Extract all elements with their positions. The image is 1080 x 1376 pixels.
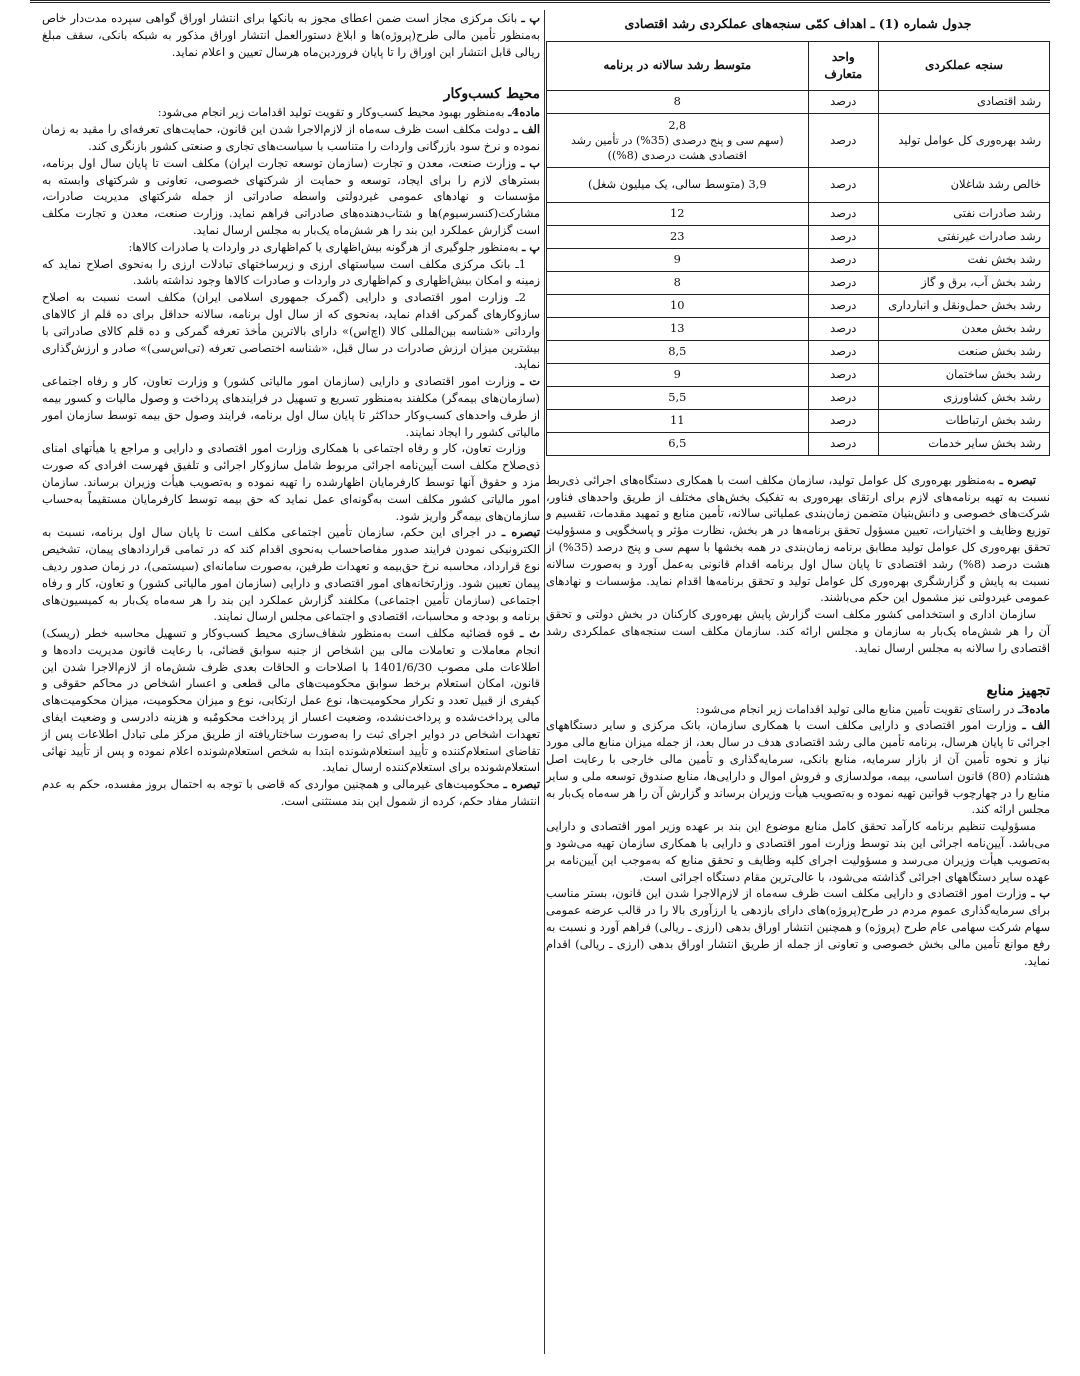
unit-cell: درصد <box>808 113 878 167</box>
table-row <box>547 294 1050 317</box>
article-label: ماده4ـ <box>508 105 540 120</box>
note-text: به‌منظور بهره‌وری کل عوامل تولید، سازمان مکلف است با همکاری دستگاه‌های اجرائی ذی‌ربط نسبت به تهیه برنامه‌های لازم برای ارتقای بهره‌وری به تفکیک بخش‌های مختلف از طریق واحدهای فناور، شرکت‌های خصوصی و دانش‌بنیان متضمن زمان‌بندی عملیاتی سالانه، تأمین منابع و تمهید مقدمات، تقسیم و توزیع وظایف و اختیارات، تعیین مسؤول تحقق برنامه‌ها در هر بخش، نظارت مؤثر و پاسخگویی و مسؤولیت تحقق بهره‌وری کل عوامل تولید مطابق برنامه زمان‌بندی در همه بخشها با سهم سی و پنج درصد (35%) از هشت درصد (8%) رشد اقتصادی تا پایان سال اول برنامه اقدام قانونی به‌عمل آورد و به‌صورت سالانه نسبت به پایش و گزارشگری بهره‌وری کل عوامل تولید و تحقق برنامه‌ها اقدام نماید. مؤسسات و نهادهای عمومی غیردولتی نیز مشمول این حکم می‌باشند. <box>546 472 1051 605</box>
article-text: در راستای تقویت تأمین منابع مالی تولید اقدامات زیر انجام می‌شود: <box>695 701 1015 716</box>
table-row <box>547 409 1050 432</box>
metric-cell: رشد اقتصادی <box>878 90 1049 113</box>
clause-paragraph <box>546 717 1050 818</box>
table-row <box>547 225 1050 248</box>
unit-cell: درصد <box>808 317 878 340</box>
value-cell: 12 <box>547 202 809 225</box>
note-paragraph <box>42 524 540 625</box>
clause-text: قوه قضائیه مکلف است به‌منظور شفاف‌سازی محیط کسب‌وکار و تسهیل محاسبه خطر (ریسک) انجام معاملات و تعاملات مالی بین اشخاص از جنبه سوابق قضائی، با رعایت قانون مدیریت داده‌ها و اطلاعات ملی مصوب 1401/6/30 با اصلاحات و الحاقات بعدی ظرف شش‌ماه از لازم‌الاجرا شدن این قانون، امکان استعلام برخط سوابق محکومیت‌های مالی قطعی و اعسار اشخاص در محاکم حقوقی و کیفری از قبیل تعدد و تکرار محکومیت‌ها، نوع عمل ارتکابی، نوع و میزان محکومیت، میزان محکومیت‌های مالی پرداخت‌شده و پرداخت‌نشده، وضعیت اعسار از پرداخت محکومٌبه و هزینه دادرسی و وضعیت ایفای تعهدات اشخاص در دوایر اجرای ثبت را به‌صورت ساختاریافته از طریق مرکز ملی تبادل اطلاعات پس از تقاضای استعلام‌کننده و تأیید استعلام‌شونده ابتدا به شخص استعلام‌شونده اعلام نموده و پس از تأیید نهائی استعلام‌شونده برای استعلام‌کننده ارسال نماید. <box>42 626 540 775</box>
note-paragraph <box>42 776 540 810</box>
clause-text: وزارت امور اقتصادی و دارایی (سازمان امور مالیاتی کشور) و وزارت تعاون، کار و رفاه اجتماعی (سازمان‌های بیمه‌گر) مکلفند به‌منظور تسریع و تسهیل در فرایندهای پرداخت و وصول مالیات و کسور بیمه از طرف واحدهای کسب‌وکار حداکثر تا پایان سال اول برنامه، فرایند وصول حق بیمه توسط سازمان امور مالیاتی کشور را ایجاد نمایند. <box>42 374 540 439</box>
article-text: به‌منظور بهبود محیط کسب‌وکار و تقویت تولید اقدامات زیر انجام می‌شود: <box>157 105 505 120</box>
clause-text: بانک مرکزی مجاز است ضمن اعطای مجوز به بانکها برای انتشار اوراق گواهی سپرده مدت‌دار خاص به‌منظور تأمین مالی طرح(پروژه)ها و ابلاغ دستورالعمل انتشار اوراق مذکور به شبکه بانکی، سقف مبلغ ریالی قابل انتشار این اوراق را تا پایان فروردین‌ماه هرسال تعیین و اعلام نماید. <box>42 11 540 59</box>
unit-cell: درصد <box>808 248 878 271</box>
clause-label: الف ـ <box>1022 718 1051 733</box>
value-number: 2,8 <box>668 118 687 132</box>
clause-text: وزارت صنعت، معدن و تجارت (سازمان توسعه تجارت ایران) مکلف است تا پایان سال اول برنامه، بسترهای لازم را برای ایجاد، توسعه و حمایت از شرکتهای خصوصی، تعاونی و شرکتهای وابسته به مؤسسات و نهادهای عمومی غیردولتی واسطه صادراتی از جمله شرکتهای مدیریت صادرات، مشارکت(کنسرسیوم)ها و شتاب‌دهنده‌های صادراتی فراهم نماید. وزارت صنعت، معدن و تجارت مکلف است گزارش عملکرد این بند را هر شش‌ماه یک‌بار به مجلس ارسال نماید. <box>42 155 540 237</box>
table-row <box>547 340 1050 363</box>
unit-cell: درصد <box>808 340 878 363</box>
article-paragraph <box>42 104 540 121</box>
value-cell: 11 <box>547 409 809 432</box>
note-label: تبصره ـ <box>999 472 1036 487</box>
table-row <box>547 432 1050 455</box>
value-cell: 9 <box>547 248 809 271</box>
note-label: تبصره ـ <box>503 777 541 792</box>
list-item: 1ـ بانک مرکزی مکلف است سیاستهای ارزی و زیرساختهای تبادلات ارزی را به‌نحوی اصلاح نماید که زمینه و امکان بیش‌اظهاری و کم‌اظهاری در واردات و صادرات کالاها وجود نداشته باشد. <box>42 256 540 288</box>
value-cell: 9 <box>547 363 809 386</box>
value-note: (سهم سی و پنج درصدی (35%) در تأمین رشد اقتصادی هشت درصدی (8%)) <box>571 133 784 162</box>
metric-cell: رشد بخش حمل‌ونقل و انبارداری <box>878 294 1049 317</box>
metric-cell: رشد بخش معدن <box>878 317 1049 340</box>
metric-cell: رشد بهره‌وری کل عوامل تولید <box>878 113 1049 167</box>
clause-paragraph <box>42 155 540 239</box>
left-column <box>42 10 540 810</box>
note-label: تبصره ـ <box>501 525 540 540</box>
metric-cell: رشد بخش ساختمان <box>878 363 1049 386</box>
metric-cell: رشد صادرات نفتی <box>878 202 1049 225</box>
value-cell: 5,5 <box>547 386 809 409</box>
value-cell <box>547 113 809 167</box>
clause-text: وزارت امور اقتصادی و دارایی مکلف است ظرف سه‌ماه از لازم‌الاجرا شدن این قانون، بستر مناسب برای سرمایه‌گذاری عموم مردم در طرح(پروژه)های دارای بازدهی یا ارزآوری بالا را در قالب عرضه عمومی سهام شرکت سهامی عام طرح (پروژه) و همچنین انتشار اوراق بدهی (ارزی ـ ریالی) فراهم آورد و نسبت به رفع موانع تأمین مالی بخش خصوصی و تعاونی از جمله از طریق انتشار اوراق بدهی (ارزی ـ ریالی) اقدام نماید. <box>546 886 1050 968</box>
clause-label: ت ـ <box>520 374 541 389</box>
unit-cell: درصد <box>808 167 878 202</box>
top-rule <box>30 0 1050 3</box>
note-text: محکومیت‌های غیرمالی و همچنین مواردی که قاضی با توجه به احتمال بروز مفسده، حکم به عدم انتشار مفاد حکم، کرده از شمول این بند مستثنی است. <box>42 777 540 809</box>
clause-label: ب ـ <box>1031 886 1050 901</box>
header-metric: سنجه عملکردی <box>878 41 1049 90</box>
article-label: ماده3ـ <box>1018 701 1050 716</box>
column-divider <box>544 10 545 1354</box>
metric-cell: رشد بخش ارتباطات <box>878 409 1049 432</box>
clause-paragraph <box>42 121 540 155</box>
table-row <box>547 317 1050 340</box>
clause-paragraph <box>42 625 540 776</box>
clause-label: ب ـ <box>521 155 540 170</box>
metric-cell: رشد بخش صنعت <box>878 340 1049 363</box>
growth-targets-table <box>546 41 1050 456</box>
metric-cell: رشد بخش نفت <box>878 248 1049 271</box>
clause-text: وزارت امور اقتصادی و دارایی مکلف است با همکاری سازمان، بانک مرکزی و سایر دستگاههای اجرائی تا پایان هرسال، برنامه تأمین مالی رشد اقتصادی هدف در سال بعد، از جمله میزان منابع مالی مورد نیاز و نحوه تأمین آن از بازار سرمایه، منابع بانکی، سرمایه‌گذاری و تأمین مالی خارجی با رعایت اصل هشتادم (80) قانون اساسی، بیمه، مولدسازی و فروش اموال و دارایی‌ها، منابع صندوق توسعه ملی و سایر منابع را در چهارچوب قوانین تهیه نموده و به‌تصویب هیأت وزیران برساند و گزارش آن را هر سه‌ماه یک‌بار به مجلس ارائه کند. <box>546 718 1050 817</box>
section-heading: محیط کسب‌وکار <box>443 86 540 103</box>
value-cell: 13 <box>547 317 809 340</box>
table-row <box>547 386 1050 409</box>
note-paragraph <box>546 472 1050 606</box>
table-row <box>547 90 1050 113</box>
value-cell: 23 <box>547 225 809 248</box>
clause-text: به‌منظور جلوگیری از هرگونه بیش‌اظهاری یا کم‌اظهاری در واردات یا صادرات کالاها: <box>128 239 519 254</box>
value-cell: 6,5 <box>547 432 809 455</box>
clause-paragraph <box>42 239 540 256</box>
table-caption: جدول شماره (1) ـ اهداف کمّی سنجه‌های عملکردی رشد اقتصادی <box>624 16 972 31</box>
unit-cell: درصد <box>808 90 878 113</box>
table-header-row <box>547 41 1050 90</box>
header-unit: واحد متعارف <box>808 41 878 90</box>
clause-paragraph <box>546 885 1050 969</box>
unit-cell: درصد <box>808 432 878 455</box>
unit-cell: درصد <box>808 202 878 225</box>
note-text: در اجرای این حکم، سازمان تأمین اجتماعی مکلف است تا پایان سال اول برنامه، نسبت به الکترونیکی نمودن فرایند صدور مفاصاحساب به‌نحوی اقدام کند که در تمامی قراردادهای پیمان، تشخیص نوع قرارداد، محاسبه نرخ حق‌بیمه و تعهدات طرفین، به‌صورت سامانه‌ای (سیستمی)، در زمان صدور ردیف پیمان تعیین شود. وزارتخانه‌های امور اقتصادی و دارایی (سازمان امور مالیاتی کشور) و تعاون، کار و رفاه اجتماعی (سازمان تأمین اجتماعی) مکلفند گزارش عملکرد این بند را هر سه‌ماه یک‌بار به کمیسیون‌های برنامه و بودجه و محاسبات، اقتصادی و اجتماعی مجلس ارسال نمایند. <box>42 525 540 624</box>
metric-cell: رشد بخش سایر خدمات <box>878 432 1049 455</box>
value-cell: 3,9 (متوسط سالی، یک میلیون شغل) <box>547 167 809 202</box>
section-heading: تجهیز منابع <box>986 682 1050 699</box>
article-paragraph <box>546 701 1050 718</box>
clause-label: پ ـ <box>521 11 541 25</box>
unit-cell: درصد <box>808 363 878 386</box>
table-row <box>547 271 1050 294</box>
table-row <box>547 248 1050 271</box>
unit-cell: درصد <box>808 271 878 294</box>
paragraph: وزارت تعاون، کار و رفاه اجتماعی با همکاری وزارت امور اقتصادی و دارایی و مراجع یا هیأتهای امنای ذی‌صلاح مکلف است آیین‌نامه اجرائی مربوط شامل سازوکار اجرائی و تلفیق فهرست افرادی که صورت مزد و حقوق آنها توسط کارفرمایان اظهارشده را تهیه نموده و به‌تصویب هیأت وزیران برساند. سازمان امور مالیاتی کشور مکلف است به‌گونه‌ای عمل نماید که حق بیمه توسط کارفرمایان مستقیماً به‌حساب سازمان‌های بیمه‌گر واریز شود. <box>42 441 540 523</box>
table-row <box>547 113 1050 167</box>
metric-cell: رشد صادرات غیرنفتی <box>878 225 1049 248</box>
clause-label: الف ـ <box>513 122 540 137</box>
unit-cell: درصد <box>808 225 878 248</box>
metric-cell: رشد بخش آب، برق و گاز <box>878 271 1049 294</box>
value-cell: 8,5 <box>547 340 809 363</box>
clause-label: ث ـ <box>520 626 540 641</box>
table-row <box>547 167 1050 202</box>
unit-cell: درصد <box>808 386 878 409</box>
paragraph: سازمان اداری و استخدامی کشور مکلف است گزارش پایش بهره‌وری کارکنان در بخش دولتی و تحقق آن را هر شش‌ماه یک‌بار به سازمان و مجلس ارائه کند. سازمان مکلف است سنجه‌های عملکردی رشد اقتصادی را سالانه به مجلس ارسال نماید. <box>546 607 1050 655</box>
clause-paragraph <box>42 10 540 60</box>
paragraph: مسؤولیت تنظیم برنامه کارآمد تحقق کامل منابع موضوع این بند بر عهده وزیر امور اقتصادی و دارایی می‌باشد. آیین‌نامه اجرائی این بند توسط وزارت امور اقتصادی و دارایی با همکاری سازمان تهیه می‌شود و به‌تصویب هیأت وزیران می‌رسد و مسؤولیت اجرای کلیه وظایف و تحقق منابع که به‌موجب این آیین‌نامه بر عهده سایر دستگاههای اجرائی گذاشته می‌شود، با عالی‌ترین مقام دستگاه اجرائی است. <box>546 819 1050 884</box>
value-cell: 8 <box>547 90 809 113</box>
table-row <box>547 202 1050 225</box>
metric-cell: خالص رشد شاغلان <box>878 167 1049 202</box>
header-value: متوسط رشد سالانه در برنامه <box>547 41 809 90</box>
clause-label: پ ـ <box>521 239 540 254</box>
metric-cell: رشد بخش کشاورزی <box>878 386 1049 409</box>
list-item: 2ـ وزارت امور اقتصادی و دارایی (گمرک جمهوری اسلامی ایران) مکلف است نسبت به اصلاح سازوکارهای گمرکی اقدام نماید، به‌نحوی که از سال اول برنامه، سالانه حداقل برای ده قلم از کالاهای وارداتی «شناسه بین‌المللی کالا (اچ‌اس)» دارای بالاترین مأخذ تعرفه گمرکی و ده قلم کالای صادراتی با بیشترین میزان ارزش صادرات در سال قبل، «شناسه اختصاصی تعرفه (تی‌اس‌سی)» صادر و ارزش‌گذاری نماید. <box>42 290 540 372</box>
value-cell: 8 <box>547 271 809 294</box>
right-column <box>546 10 1050 969</box>
value-cell: 10 <box>547 294 809 317</box>
unit-cell: درصد <box>808 294 878 317</box>
clause-paragraph <box>42 373 540 440</box>
unit-cell: درصد <box>808 409 878 432</box>
clause-text: دولت مکلف است ظرف سه‌ماه از لازم‌الاجرا شدن این قانون، حمایت‌های تعرفه‌ای را مقید به زمان نموده و نرخ سود بازرگانی واردات را متناسب با سیاست‌های تجاری و صنعتی کشور بازنگری کند. <box>42 122 540 153</box>
table-row <box>547 363 1050 386</box>
